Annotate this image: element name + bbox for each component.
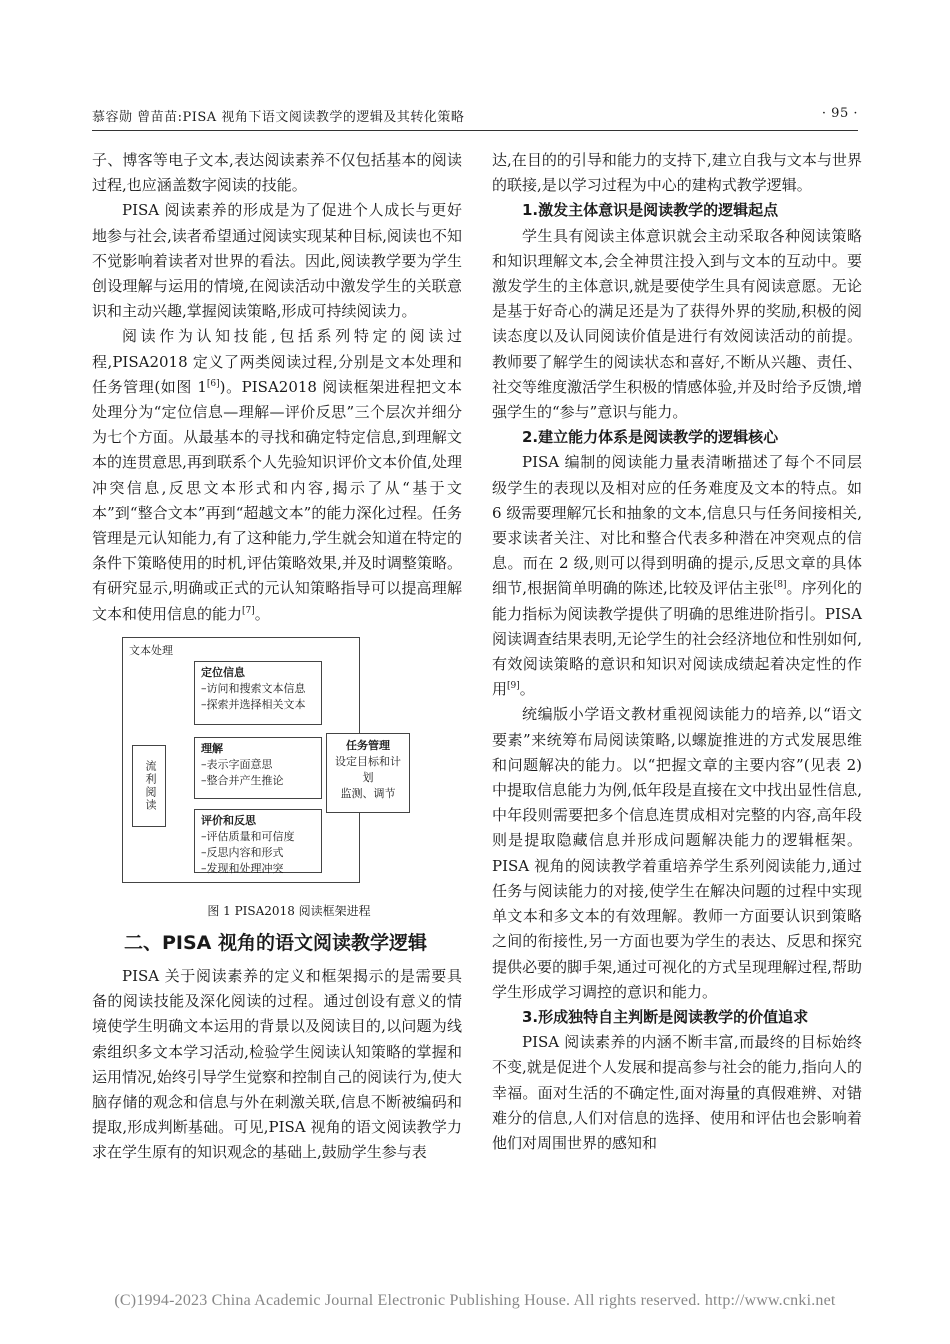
subsection-heading: 1.激发主体意识是阅读教学的逻辑起点 xyxy=(522,201,779,220)
subsection-heading: 2.建立能力体系是阅读教学的逻辑核心 xyxy=(522,428,779,447)
header-authors-title: 慕容勋 曾苗苗:PISA 视角下语文阅读教学的逻辑及其转化策略 xyxy=(92,110,465,125)
text-span: PISA 编制的阅读能力量表清晰描述了每个不同层级学生的表现以及相对应的任务难度及文本的特点。如 6 级需要理解冗长和抽象的文本,信息只与任务间接相关,要求读者关注、对比和整合代表多种潜在冲突观点的信息。而在 2 级,则可以得到明确的提示,反思文章的具体细节,根据简单明确的陈述,比较及评估主张 xyxy=(492,453,862,598)
paragraph: PISA 关于阅读素养的定义和框架揭示的是需要具备的阅读技能及深化阅读的过程。通过创设有意义的情境使学生明确文本运用的背景以及阅读目的,以问题为线索组织多文本学习活动,检验学生阅读认知策略的掌握和运用情况,始终引导学生觉察和控制自己的阅读行为,使大脑存储的观念和信息与外在刺激关联,信息不断被编码和提取,形成判断基础。可见,PISA 视角的语文阅读教学力求在学生原有的知识观念的基础上,鼓励学生参与表 xyxy=(92,967,462,1162)
box-item: –反思内容和形式 xyxy=(201,845,284,859)
box-item: –评估质量和可信度 xyxy=(201,829,295,843)
subsection-heading: 3.形成独特自主判断是阅读教学的价值追求 xyxy=(522,1007,809,1026)
figure-1 xyxy=(92,637,462,895)
citation[interactable]: [9] xyxy=(507,681,520,692)
citation[interactable]: [6] xyxy=(206,378,220,389)
copyright-footer: (C)1994-2023 China Academic Journal Electronic Publishing House. All rights reserved. http://www.cnki.net xyxy=(114,1292,836,1309)
box-item: –整合并产生推论 xyxy=(201,773,284,787)
paragraph: PISA 阅读素养的形成是为了促进个人成长与更好地参与社会,读者希望通过阅读实现某种目标,阅读也不知不觉影响着读者对世界的看法。因此,阅读教学要为学生创设理解与运用的情境,在阅读活动中激发学生的关联意识和主动兴趣,掌握阅读策略,形成可持续阅读力。 xyxy=(92,201,462,321)
paragraph: 学生具有阅读主体意识就会主动采取各种阅读策略和知识理解文本,会全神贯注投入到与文本的互动中。要激发学生的主体意识,就是要使学生具有阅读意愿。无论是基于好奇心的满足还是为了获得外界的奖励,积极的阅读态度以及认同阅读价值是进行有效阅读活动的前提。教师要了解学生的阅读状态和喜好,不断从兴趣、责任、社交等维度激活学生积极的情感体验,并及时给予反馈,增强学生的“参与”意识与能力。 xyxy=(492,226,862,422)
paragraph: 统编版小学语文教材重视阅读能力的培养,以“语文要素”来统筹布局阅读策略,以螺旋推进的方式发展思维和问题解决的能力。以“把握文章的主要内容”(见表 2)中提取信息能力为例,低年段是直接在文中找出显性信息,中年段则需要把多个信息连贯成相对完整的内容,高年段则是提取隐藏信息并形成问题解决能力的逻辑框架。PISA 视角的阅读教学着重培养学生系列阅读能力,通过任务与阅读能力的对接,使学生在解决问题的过程中实现单文本和多文本的有效理解。教师一方面要认识到策略之间的衔接性,另一方面也要为学生的表达、反思和探究提供必要的脚手架,通过可视化的方式呈现理解过程,帮助学生形成学习调控的意识和能力。 xyxy=(492,705,862,1001)
citation[interactable]: [7] xyxy=(242,605,255,616)
box-item: –探索并选择相关文本 xyxy=(201,697,306,711)
page-number: · 95 · xyxy=(821,106,858,121)
box-item: –表示字面意思 xyxy=(201,757,273,771)
box-title: 定位信息 xyxy=(201,665,245,679)
running-header xyxy=(92,104,858,131)
text-span: 阅读作为认知技能,包括系列特定的阅读过程,PISA2018 定义了两类阅读过程,分别是文本处理和任务管理(如图 1 xyxy=(92,327,462,396)
text-span: 。 xyxy=(519,680,535,699)
citation[interactable]: [8] xyxy=(773,580,787,591)
locate-info-box xyxy=(194,661,322,725)
box-item: –发现和处理冲突 xyxy=(201,861,284,875)
paragraph: PISA 阅读素养的内涵不断丰富,而最终的目标始终不变,就是促进个人发展和提高参与社会的能力,指向人的幸福。面对生活的不确定性,面对海量的真假难辨、对错难分的信息,人们对信息的选择、使用和评估也会影响着他们对周围世界的感知和 xyxy=(492,1033,862,1152)
box-title: 任务管理 xyxy=(346,738,390,752)
evaluate-reflect-box xyxy=(194,809,322,873)
box-label: 文本处理 xyxy=(129,643,173,657)
paragraph: 子、博客等电子文本,表达阅读素养不仅包括基本的阅读过程,也应涵盖数字阅读的技能。 xyxy=(92,151,462,195)
fluent-reading-box: 流利阅读 xyxy=(132,745,166,827)
text-span: 。序列化的能力指标为阅读教学提供了明确的思维进阶指引。PISA 阅读调查结果表明,无论学生的社会经济地位和性别如何,有效阅读策略的意识和知识对阅读成绩起着决定性的作用 xyxy=(492,579,862,699)
box-item: 设定目标和计划 xyxy=(335,754,401,784)
understand-box xyxy=(194,737,322,799)
box-item: 监测、调节 xyxy=(340,786,396,800)
left-column xyxy=(92,148,462,1166)
box-title: 理解 xyxy=(201,741,223,755)
box-title: 评价和反思 xyxy=(201,813,256,827)
section-heading: 二、PISA 视角的语文阅读教学逻辑 xyxy=(124,932,427,955)
text-span: )。PISA2018 阅读框架进程把文本处理分为“定位信息—理解—评价反思”三个层次并细分为七个方面。从最基本的寻找和确定特定信息,到理解文本的连贯意思,再到联系个人先验知识评价文本价值,处理冲突信息,反思文本形式和内容,揭示了从“基于文本”到“整合文本”再到“超越文本”的能力深化过程。任务管理是元认知能力,有了这种能力,学生就会知道在特定的条件下策略使用的时机,评估策略效果,并及时调整策略。有研究显示,明确或正式的元认知策略指导可以提高理解文本和使用信息的能力 xyxy=(92,377,463,623)
paragraph xyxy=(92,324,462,626)
paragraph xyxy=(492,450,862,702)
text-span: 。 xyxy=(254,604,270,623)
right-column xyxy=(492,148,862,1156)
task-management-box xyxy=(326,733,410,813)
box-item: –访问和搜索文本信息 xyxy=(201,681,306,695)
paragraph: 达,在目的的引导和能力的支持下,建立自我与文本与世界的联接,是以学习过程为中心的建构式教学逻辑。 xyxy=(492,151,862,195)
figure-caption: 图 1 PISA2018 阅读框架进程 xyxy=(207,903,371,918)
